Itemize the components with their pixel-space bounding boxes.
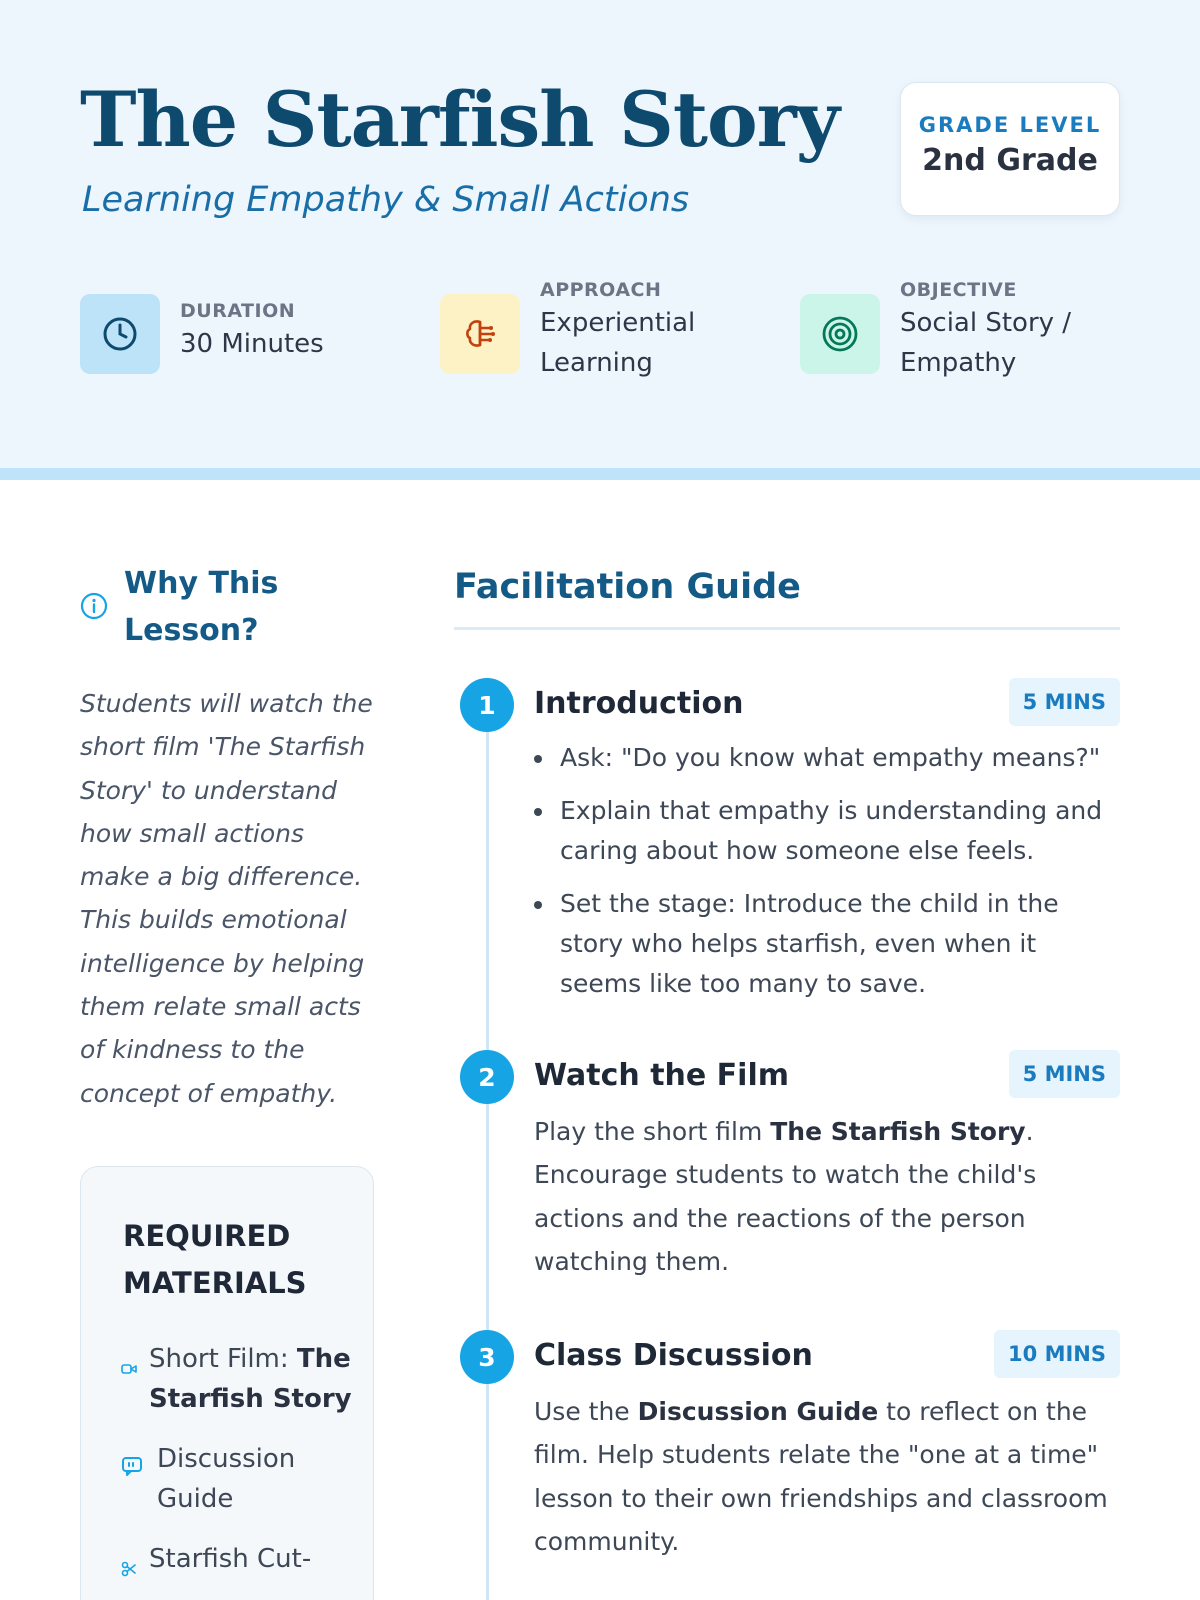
timeline-line [486, 700, 489, 1600]
step-bullet: Set the stage: Introduce the child in the story who helps starfish, even when it seems like too many to save. [534, 884, 1120, 1004]
step-text-emphasis: Discussion Guide [637, 1397, 879, 1426]
material-item [121, 1539, 361, 1579]
step-bullet: Ask: "Do you know what empathy means?" [534, 738, 1120, 778]
step-title: Introduction [534, 686, 744, 721]
step-text-part: Use the [534, 1397, 638, 1426]
objective-value: Social Story / Empathy [900, 308, 1072, 378]
objective-label: OBJECTIVE [900, 279, 1017, 301]
facilitation-guide-title: Facilitation Guide [454, 567, 801, 607]
material-item [121, 1339, 361, 1419]
step-text-part: Play the short film [534, 1117, 771, 1146]
step-bullet-list [534, 738, 1120, 1017]
step-duration-badge: 5 MINS [1009, 1050, 1120, 1098]
approach-value: Experiential Learning [540, 308, 696, 378]
page-subtitle: Learning Empathy & Small Actions [82, 180, 690, 220]
step-duration-badge: 10 MINS [994, 1330, 1120, 1378]
material-item [121, 1439, 361, 1519]
material-text: Starfish Cut- [149, 1544, 312, 1574]
target-icon [800, 294, 880, 374]
step-description [534, 1110, 1120, 1283]
step-description [534, 1390, 1120, 1563]
chat-icon [121, 1449, 143, 1489]
materials-title: REQUIRED MATERIALS [123, 1219, 307, 1300]
step-number-badge: 3 [460, 1330, 514, 1384]
material-prefix: Short Film: [149, 1344, 289, 1374]
why-body: Students will watch the short film 'The Starfish Story' to understand how small actions make a big difference. This builds emotional intelligence by helping them relate small acts of kindness to the concept of empathy. [80, 689, 373, 1108]
video-icon [121, 1349, 137, 1389]
grade-level-card [900, 82, 1120, 216]
grade-level-label: GRADE LEVEL [918, 113, 1102, 137]
clock-icon [80, 294, 160, 374]
step-bullet: Explain that empathy is understanding and caring about how someone else feels. [534, 791, 1120, 871]
info-icon [80, 592, 108, 624]
step-text-part: to reflect on the film. Help students relate the "one at a time" lesson to their own friendships and classroom community. [534, 1397, 1108, 1556]
hero-divider [0, 468, 1200, 480]
step-title: Watch the Film [534, 1058, 789, 1093]
step-duration-badge: 5 MINS [1009, 678, 1120, 726]
step-number-badge: 2 [460, 1050, 514, 1104]
hero-header [0, 0, 1200, 468]
grade-level-value: 2nd Grade [922, 143, 1098, 178]
material-name: The Starfish Story [149, 1344, 352, 1414]
scissors-icon [121, 1549, 137, 1589]
step-text-emphasis: The Starfish Story [770, 1117, 1026, 1146]
material-text: Discussion Guide [157, 1444, 296, 1514]
approach-label: APPROACH [540, 279, 662, 301]
guide-divider [454, 627, 1120, 630]
materials-list [121, 1339, 361, 1599]
step-number-badge: 1 [460, 678, 514, 732]
why-title: Why This Lesson? [124, 566, 279, 648]
duration-value: 30 Minutes [180, 329, 324, 359]
page-title: The Starfish Story [80, 75, 839, 164]
step-text-part: . Encourage students to watch the child's actions and the reactions of the person watching them. [534, 1117, 1037, 1276]
required-materials-card [80, 1166, 374, 1600]
brain-icon [440, 294, 520, 374]
duration-label: DURATION [180, 300, 296, 322]
step-title: Class Discussion [534, 1338, 813, 1373]
